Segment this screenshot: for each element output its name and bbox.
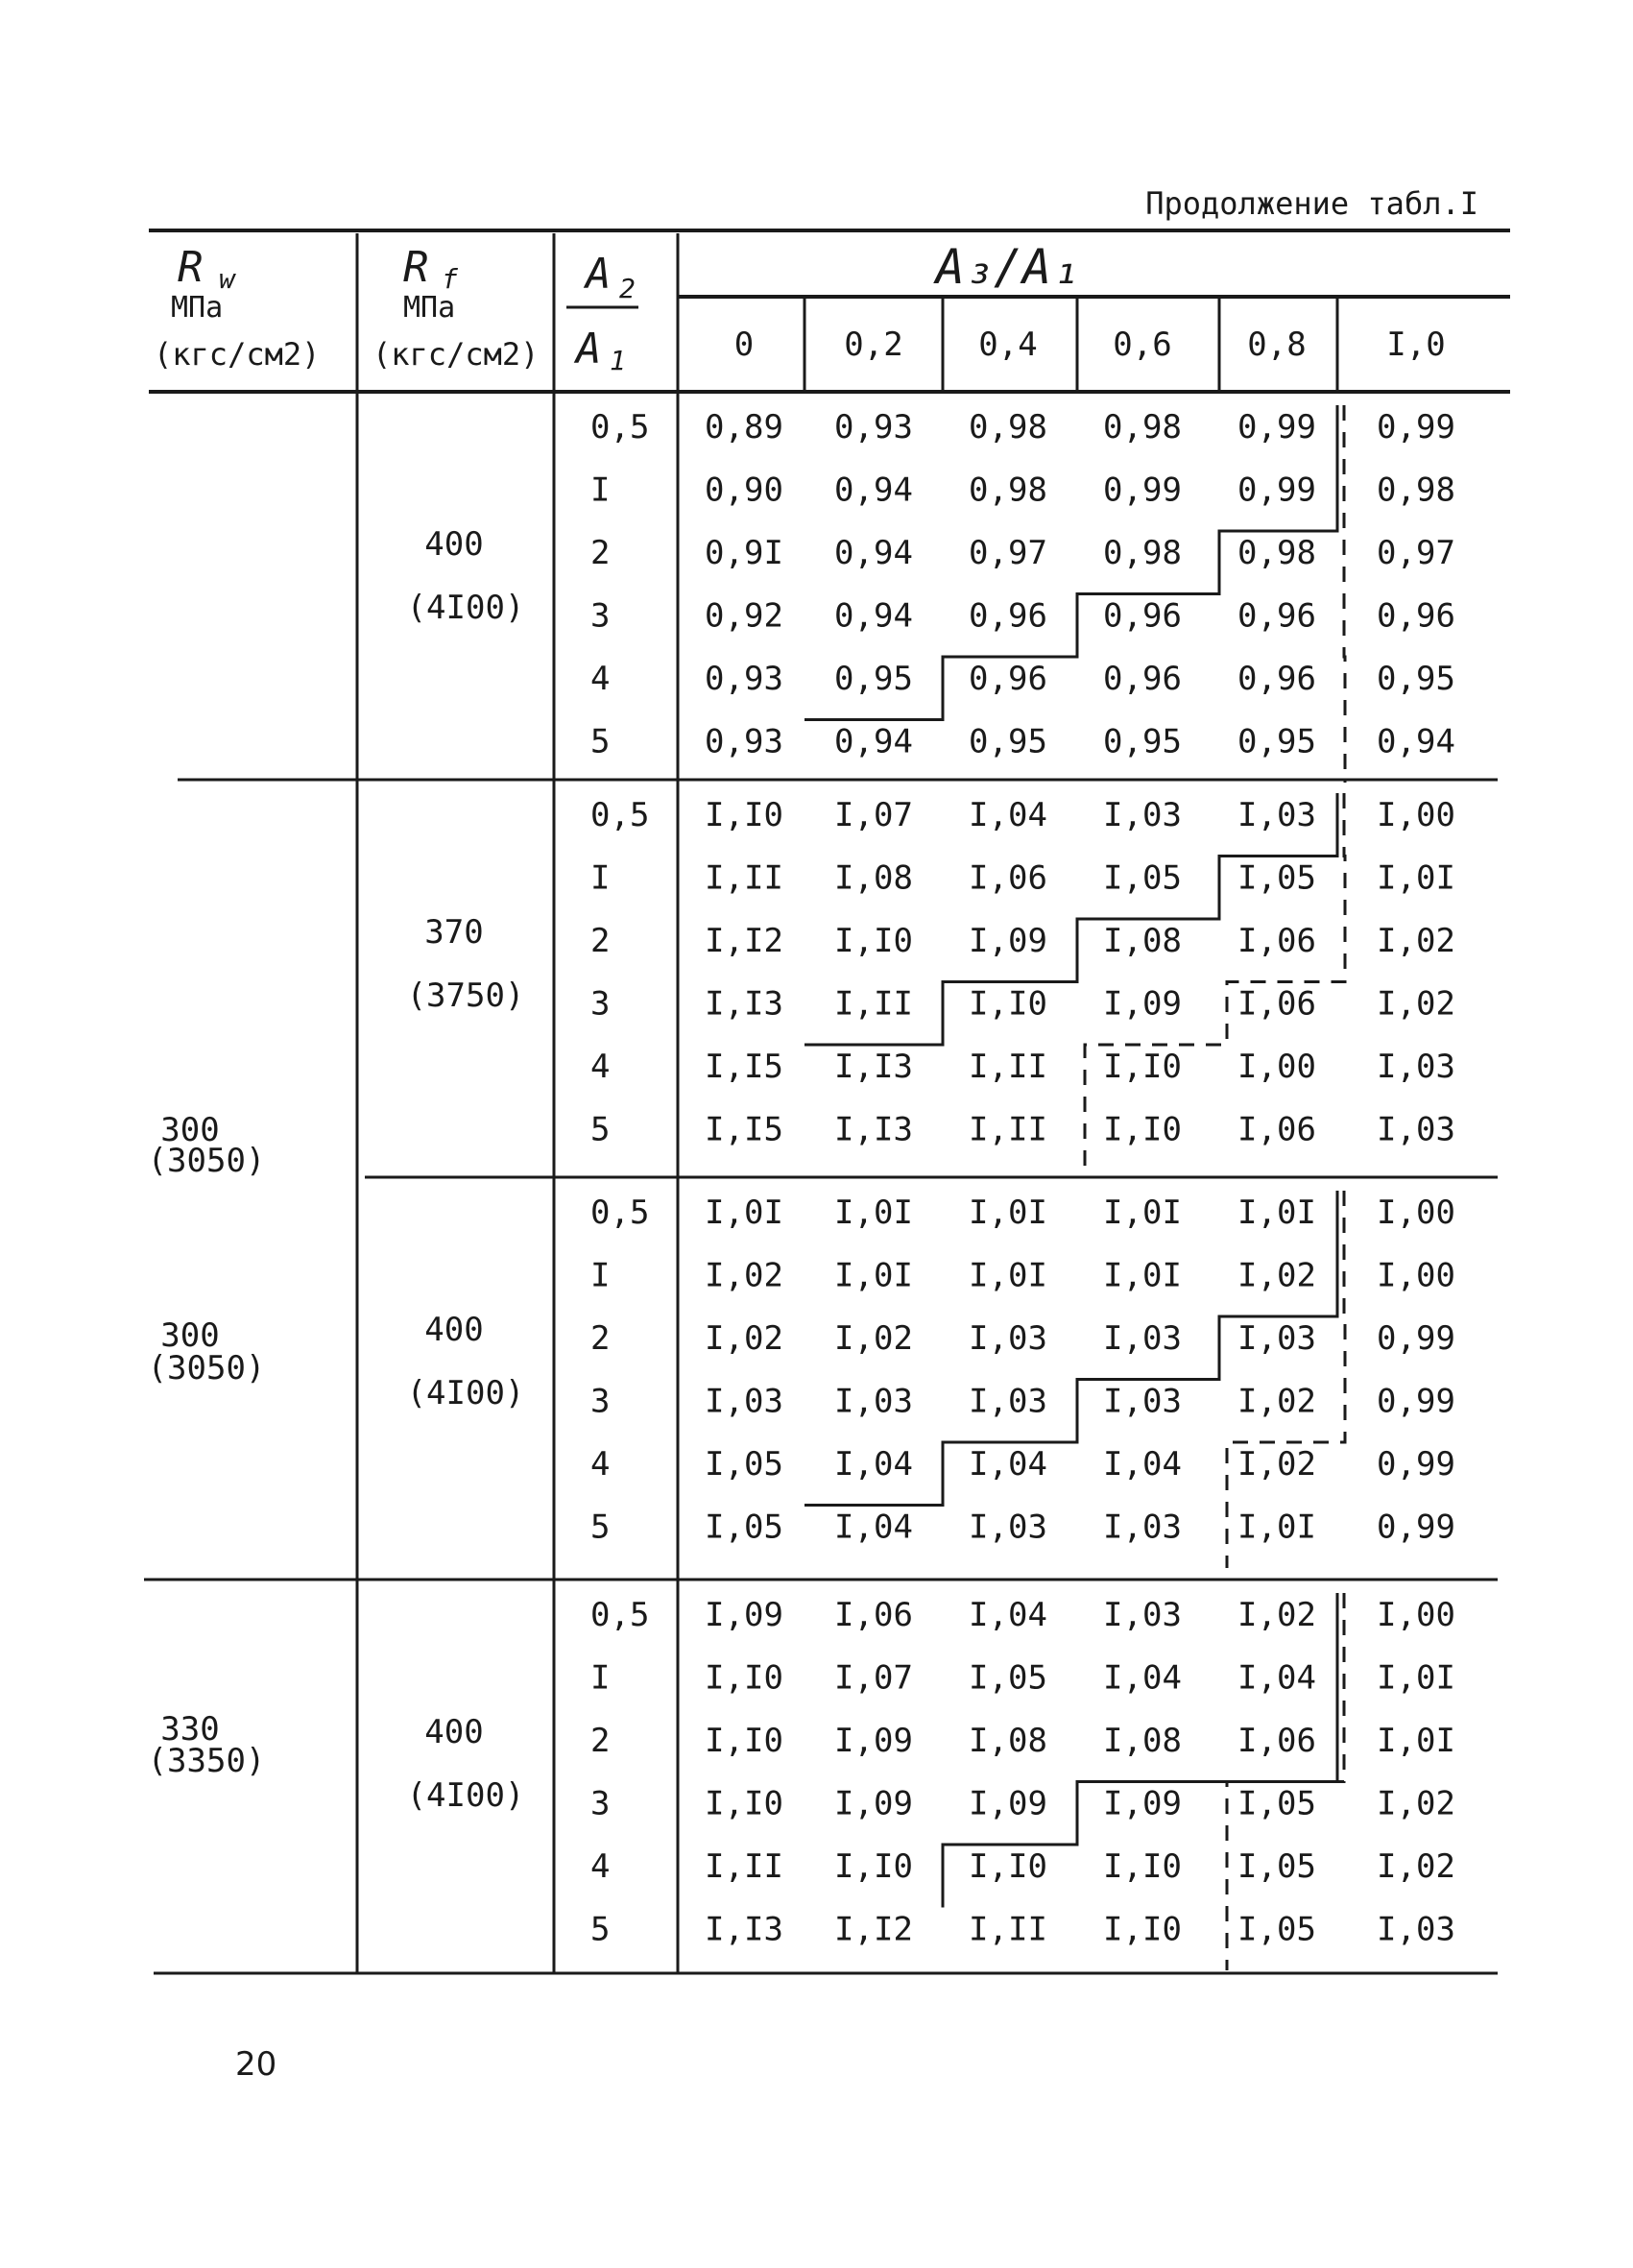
table-cell: I,03	[705, 1382, 783, 1421]
table-cell: I,I0	[1103, 1847, 1182, 1886]
rf-value-alt: (4I00)	[406, 588, 525, 627]
table-cell: I,I0	[1103, 1048, 1182, 1086]
table-cell: 0,99	[1103, 470, 1182, 510]
rf-header-unit: МПа	[403, 291, 456, 325]
table-cell: I,02	[1377, 984, 1455, 1024]
table-cell: I,I2	[834, 1910, 913, 1949]
table-cell: I,06	[1237, 1110, 1316, 1149]
table-cell: I,05	[705, 1508, 783, 1547]
table-cell: 0,94	[834, 534, 913, 572]
table-cell: I,09	[834, 1784, 913, 1823]
rw-value-alt: (3350)	[147, 1742, 266, 1780]
table-cell: 0,96	[1103, 596, 1182, 636]
table-cell: I,06	[969, 858, 1047, 898]
rw-header-unit: МПа	[171, 291, 224, 325]
a2-a1-ratio: 5	[590, 722, 611, 761]
table-cell: I,06	[834, 1596, 913, 1634]
table-cell: I,I0	[834, 1847, 913, 1886]
rf-value-alt: (4I00)	[406, 1775, 525, 1815]
rf-value: 400	[424, 524, 484, 564]
table-cell: I,09	[1103, 1784, 1182, 1823]
a2-a1-ratio: 2	[590, 922, 611, 960]
table-cell: I,03	[1377, 1910, 1455, 1949]
table-cell: I,02	[1377, 1784, 1455, 1823]
table-cell: 0,99	[1377, 408, 1455, 446]
a2-a1-ratio: 5	[590, 1910, 611, 1949]
table-cell: I,06	[1237, 922, 1316, 960]
rw-value: 300	[160, 1111, 220, 1149]
table-cell: I,I0	[705, 1784, 783, 1823]
table-cell: I,03	[1237, 1319, 1316, 1358]
table-cell: I,I0	[1103, 1910, 1182, 1949]
table-cell: 0,98	[1237, 534, 1316, 572]
table-cell: I,02	[834, 1319, 913, 1358]
table-cell: 0,95	[1377, 660, 1455, 698]
table-cell: I,08	[834, 858, 913, 898]
table-cell: I,00	[1377, 796, 1455, 834]
a2-a1-ratio: 0,5	[590, 1596, 650, 1634]
table-cell: I,04	[834, 1445, 913, 1484]
table-cell: 0,98	[1377, 470, 1455, 510]
table-cell: I,II	[969, 1048, 1047, 1086]
column-header: 0,8	[1247, 326, 1307, 364]
table-cell: I,I0	[969, 1847, 1047, 1886]
table-cell: I,0I	[705, 1194, 783, 1232]
a2-a1-ratio: 5	[590, 1508, 611, 1547]
table-cell: 0,89	[705, 408, 783, 446]
rw-value-alt: (3050)	[147, 1349, 266, 1387]
table-cell: I,02	[1237, 1596, 1316, 1634]
a2-a1-ratio: 2	[590, 1319, 611, 1358]
table-cell: I,0I	[1377, 1658, 1455, 1698]
table-cell: 0,93	[705, 660, 783, 698]
table-cell: I,I5	[705, 1110, 783, 1149]
table-cell: I,I0	[834, 922, 913, 960]
table-cell: 0,90	[705, 470, 783, 510]
table-cell: I,02	[1237, 1445, 1316, 1484]
table-cell: I,II	[969, 1110, 1047, 1149]
table-cell: 0,99	[1377, 1382, 1455, 1421]
a2-a1-ratio: I	[590, 470, 611, 510]
table-cell: I,I5	[705, 1048, 783, 1086]
table-cell: I,07	[834, 796, 913, 834]
table-cell: I,I0	[705, 796, 783, 834]
table-cell: I,06	[1237, 984, 1316, 1024]
table-cell: I,03	[1377, 1110, 1455, 1149]
table-cell: I,I3	[834, 1048, 913, 1086]
table-cell: I,0I	[1103, 1194, 1182, 1232]
table-cell: I,05	[1237, 1847, 1316, 1886]
a2-header-numerator-sub: 2	[619, 273, 636, 304]
rf-header-subscript: f	[442, 263, 458, 295]
table-cell: I,03	[1103, 796, 1182, 834]
table-cell: I,0I	[1103, 1256, 1182, 1295]
a2-a1-ratio: 2	[590, 534, 611, 572]
table-cell: I,05	[969, 1658, 1047, 1698]
table-cell: I,00	[1377, 1256, 1455, 1295]
table-cell: I,02	[1237, 1256, 1316, 1295]
rw-value: 330	[160, 1710, 220, 1749]
table-cell: I,0I	[1377, 858, 1455, 898]
rf-header-unit-alt: (кгс/см2)	[372, 336, 540, 373]
rf-header-symbol: R	[403, 243, 429, 292]
table-cell: 0,92	[705, 596, 783, 636]
table-cell: I,02	[705, 1256, 783, 1295]
table-cell: 0,96	[1103, 660, 1182, 698]
rw-header-unit-alt: (кгс/см2)	[154, 336, 321, 373]
rf-value-alt: (4I00)	[406, 1373, 525, 1412]
table-cell: 0,98	[969, 470, 1047, 510]
a2-a1-ratio: I	[590, 1658, 611, 1698]
dashed-boundary	[1344, 405, 1345, 783]
a2-a1-ratio: 4	[590, 660, 611, 698]
table-cell: I,09	[1103, 984, 1182, 1024]
table-cell: 0,94	[834, 470, 913, 510]
table-cell: 0,98	[969, 408, 1047, 446]
table-cell: I,0I	[969, 1256, 1047, 1295]
table-cell: I,06	[1237, 1722, 1316, 1760]
table-cell: I,05	[1103, 858, 1182, 898]
table-cell: 0,99	[1377, 1445, 1455, 1484]
table-cell: 0,94	[834, 596, 913, 636]
table-cell: 0,94	[834, 722, 913, 761]
table-cell: 0,99	[1237, 408, 1316, 446]
table-cell: I,05	[1237, 1910, 1316, 1949]
table-cell: I,08	[969, 1722, 1047, 1760]
rf-value: 400	[424, 1310, 484, 1349]
table-cell: 0,99	[1377, 1319, 1455, 1358]
table-cell: 0,96	[1237, 596, 1316, 636]
column-header: 0,6	[1113, 326, 1172, 364]
table-cell: 0,96	[1377, 596, 1455, 636]
table-cell: I,00	[1377, 1194, 1455, 1232]
table-cell: I,02	[1377, 922, 1455, 960]
a2-a1-ratio: 4	[590, 1445, 611, 1484]
table-cell: I,08	[1103, 1722, 1182, 1760]
table-cell: I,II	[705, 1847, 783, 1886]
table-cell: I,04	[1103, 1445, 1182, 1484]
table-cell: 0,93	[705, 722, 783, 761]
table-cell: I,09	[834, 1722, 913, 1760]
table-cell: I,09	[705, 1596, 783, 1634]
table-cell: I,03	[1103, 1319, 1182, 1358]
table-cell: I,05	[1237, 1784, 1316, 1823]
table-cell: 0,95	[834, 660, 913, 698]
table-cell: I,05	[1237, 858, 1316, 898]
table-cell: I,II	[969, 1910, 1047, 1949]
rw-header-subscript: w	[219, 263, 235, 295]
table-cell: 0,95	[1103, 722, 1182, 761]
table-cell: I,08	[1103, 922, 1182, 960]
table-cell: 0,96	[1237, 660, 1316, 698]
table-cell: I,04	[969, 796, 1047, 834]
a2-a1-ratio: 0,5	[590, 408, 650, 446]
column-header: 0,2	[844, 326, 903, 364]
a2-a1-ratio: I	[590, 858, 611, 898]
table-cell: I,03	[1103, 1382, 1182, 1421]
table-caption: Продолжение табл.I	[1145, 185, 1478, 222]
table-cell: I,0I	[1377, 1722, 1455, 1760]
table-cell: I,03	[1377, 1048, 1455, 1086]
rw-value-alt: (3050)	[147, 1142, 266, 1180]
a1-header-denominator: A	[576, 325, 602, 374]
column-header: 0,4	[978, 326, 1038, 364]
table-cell: I,03	[1237, 796, 1316, 834]
table-cell: I,04	[834, 1508, 913, 1547]
a2-a1-ratio: 4	[590, 1847, 611, 1886]
table-cell: I,00	[1377, 1596, 1455, 1634]
table-cell: I,I0	[705, 1658, 783, 1698]
table-cell: I,I0	[969, 984, 1047, 1024]
table-cell: 0,9I	[705, 534, 783, 572]
column-header: 0	[733, 326, 755, 364]
table-cell: I,I3	[705, 984, 783, 1024]
a2-a1-ratio: 3	[590, 596, 611, 636]
table-cell: I,02	[1377, 1847, 1455, 1886]
table-cell: 0,96	[969, 596, 1047, 636]
a2-a1-ratio: 3	[590, 984, 611, 1024]
table-cell: I,03	[1103, 1508, 1182, 1547]
table-cell: 0,99	[1237, 470, 1316, 510]
a2-header-numerator: A	[586, 250, 612, 299]
rw-header-symbol: R	[178, 243, 204, 292]
table-cell: 0,95	[1237, 722, 1316, 761]
table-cell: I,03	[969, 1508, 1047, 1547]
rf-value: 400	[424, 1712, 484, 1751]
table-cell: I,04	[969, 1445, 1047, 1484]
a2-a1-ratio: 3	[590, 1784, 611, 1823]
table-cell: I,04	[1103, 1658, 1182, 1698]
rw-value: 300	[160, 1316, 220, 1355]
table-cell: 0,97	[969, 534, 1047, 572]
table-cell: I,0I	[834, 1194, 913, 1232]
table-cell: I,00	[1237, 1048, 1316, 1086]
table-cell: I,0I	[1237, 1194, 1316, 1232]
table-cell: I,09	[969, 1784, 1047, 1823]
table-cell: I,03	[969, 1382, 1047, 1421]
table-cell: I,04	[969, 1596, 1047, 1634]
a2-a1-ratio: 3	[590, 1382, 611, 1421]
table-cell: I,02	[1237, 1382, 1316, 1421]
table-cell: 0,96	[969, 660, 1047, 698]
table-cell: I,I2	[705, 922, 783, 960]
page-number: 20	[235, 2045, 277, 2084]
table-cell: I,0I	[834, 1256, 913, 1295]
table-cell: I,I3	[705, 1910, 783, 1949]
table-cell: I,I3	[834, 1110, 913, 1149]
a2-a1-ratio: 0,5	[590, 1194, 650, 1232]
table-cell: I,I0	[705, 1722, 783, 1760]
table-cell: I,03	[969, 1319, 1047, 1358]
table-cell: I,05	[705, 1445, 783, 1484]
table-cell: I,02	[705, 1319, 783, 1358]
table-cell: I,07	[834, 1658, 913, 1698]
rf-value: 370	[424, 912, 484, 952]
a2-a1-ratio: 5	[590, 1110, 611, 1149]
table-cell: I,03	[834, 1382, 913, 1421]
table-cell: I,0I	[969, 1194, 1047, 1232]
column-header: I,0	[1386, 326, 1446, 364]
a2-a1-ratio: 4	[590, 1048, 611, 1086]
a3-a1-group-header: A₃/A₁	[935, 239, 1081, 295]
column-headers	[734, 326, 1446, 364]
table-cell: 0,93	[834, 408, 913, 446]
rf-value-alt: (3750)	[406, 976, 525, 1015]
table-cell: 0,98	[1103, 408, 1182, 446]
table-cell: I,03	[1103, 1596, 1182, 1634]
a2-a1-ratio: 0,5	[590, 796, 650, 834]
table-cell: I,II	[834, 984, 913, 1024]
a2-a1-ratio: I	[590, 1256, 611, 1295]
table-cell: I,0I	[1237, 1508, 1316, 1547]
table-cell: 0,95	[969, 722, 1047, 761]
table-cell: I,09	[969, 922, 1047, 960]
table-cell: I,II	[705, 858, 783, 898]
table-cell: 0,97	[1377, 534, 1455, 572]
table-cell: I,04	[1237, 1658, 1316, 1698]
table-cell: 0,94	[1377, 722, 1455, 761]
table-cell: 0,99	[1377, 1508, 1455, 1547]
table-cell: 0,98	[1103, 534, 1182, 572]
table-cell: I,I0	[1103, 1110, 1182, 1149]
a1-header-denominator-sub: 1	[610, 345, 626, 376]
a2-a1-ratio: 2	[590, 1722, 611, 1760]
